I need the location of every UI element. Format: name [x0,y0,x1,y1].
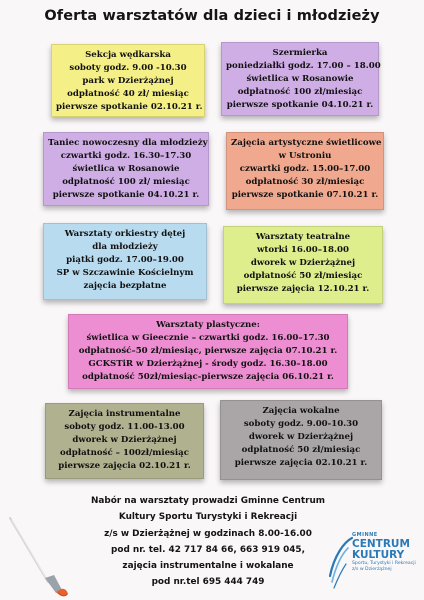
card-schedule-2: GCKSTiR w Dzierżążnej - środy godz. 16.30–18.00 [88,359,328,369]
card-fee-1: odpłatność–50 zł/miesiąc, pierwsze zajęcia 07.10.21 r. [78,346,338,356]
card-fee: odpłatność 100 zł/ miesiąc [62,177,190,187]
card-start: pierwsze zajęcia 12.10.21 r. [236,284,370,294]
logo-line2: KULTURY [352,549,405,561]
footer-line: zajęcia instrumentalne i wokalane [122,561,294,572]
card-heading: Szermierka [272,48,328,58]
paintbrush-icon [4,512,70,598]
card-start: pierwsze spotkanie 07.10.21 r. [231,190,379,200]
logo-subtitle [352,561,416,573]
card-location: SP w Szczawinie Kościelnym [56,268,194,278]
card-schedule: soboty godz. 11.00-13.00 [64,422,185,432]
card-heading: Taniec nowoczesny dla młodzieży [48,138,208,148]
card-start: pierwsze spotkanie 04.10.21 r. [52,190,200,200]
card-schedule: soboty godz. 9.00 -10.30 [69,63,187,73]
logo-sub1: Sportu, Turystyki i Rekreacji [352,561,416,566]
card-orkiestra-detej [43,223,207,300]
card-heading: Sekcja wędkarska [85,50,171,60]
footer-phone: pod nr. tel. 42 717 84 66, 663 919 045, [111,544,305,555]
card-location: dworek w Dzierżążnej [248,432,354,442]
card-sekcja-wedkarska [51,44,205,117]
card-heading: Zajęcia artystyczne świetlicowe [231,138,382,148]
card-fee: zajęcia bezpłatne [83,281,167,291]
card-schedule: czwartki godz. 16.30–17.30 [60,151,192,161]
card-zajecia-artystyczne [226,132,384,210]
card-start: pierwsze zajęcia 02.10.21 r. [234,458,368,468]
card-zajecia-instrumentalne [45,403,204,479]
card-heading: Warsztaty teatralne [255,232,351,242]
card-start: pierwsze spotkanie 02.10.21 r. [56,102,203,112]
card-location: dworek w Dzierżążnej [72,435,177,445]
card-heading: Zajęcia instrumentalne [68,409,181,419]
card-zajecia-wokalne [220,400,382,480]
card-schedule: poniedziałki godz. 17.00 – 18.00 [226,61,381,71]
card-start: pierwsze zajęcia 02.10.21 r. [58,461,191,471]
card-heading: Zajęcia wokalne [262,406,340,416]
card-fee-2: odpłatność 50zł/miesiąc-pierwsze zajęcia 06.10.21 r. [82,372,334,382]
page-title: Oferta warsztatów dla dzieci i młodzieży [44,8,380,24]
card-szermierka [221,42,379,116]
card-fee: odpłatność 100 zł/miesiąc [237,87,363,97]
card-taniec-nowoczesny [43,132,209,206]
card-fee: odpłatność 50 zł/miesiąc [243,271,363,281]
logo-sub2: z/s w Dzierżążnej [352,567,392,572]
logo-line1: CENTRUM [352,538,410,550]
footer-phone: pod nr.tel 695 444 749 [151,577,265,588]
footer-line: Nabór na warsztaty prowadzi Gminne Centrum [90,496,326,506]
card-location: świetlica w Rosanowie [72,164,180,174]
card-fee: odpłatność 40 zł/ miesiąc [67,89,189,99]
card-fee: odpłatność 30 zł/miesiąc [245,177,365,187]
card-fee: odpłatność 50 zł/miesiąc [241,445,361,455]
logo-title [352,539,410,561]
card-heading: Warsztaty orkiestry dętej [64,229,186,239]
card-location: świetlica w Rosanowie [246,74,354,84]
footer-line: Kultury Sportu Turystyki i Rekreacji [118,512,298,523]
card-start: pierwsze spotkanie 04.10.21 r. [226,100,374,110]
card-fee: odpłatność – 100zł/miesiąc [60,448,189,458]
card-location: park w Dzierżążnej [82,76,174,86]
card-schedule: piątki godz. 17.00–19.00 [66,255,184,265]
card-schedule-1: świetlica w Gieecznie – czwartki godz. 16.00–17.30 [86,333,330,343]
card-heading: Warsztaty plastyczne: [156,320,260,330]
card-warsztaty-plastyczne [68,314,348,389]
card-warsztaty-teatralne [223,226,383,304]
footer-line: z/s w Dzierżążnej w godzinach 8.00-16.00 [104,528,312,539]
card-location: dworek w Dzierżążnej [250,258,356,268]
logo-small-text: GMINNE [352,532,378,538]
card-schedule: soboty godz. 9.00-10.30 [243,419,359,429]
card-heading-location: w Ustroniu [278,151,332,161]
card-schedule: wtorki 16.00–18.00 [257,245,349,255]
card-heading-audience: dla młodzieży [92,242,158,252]
footer-info [78,493,338,591]
card-schedule: czwartki godz. 15.00–17.00 [239,164,371,174]
